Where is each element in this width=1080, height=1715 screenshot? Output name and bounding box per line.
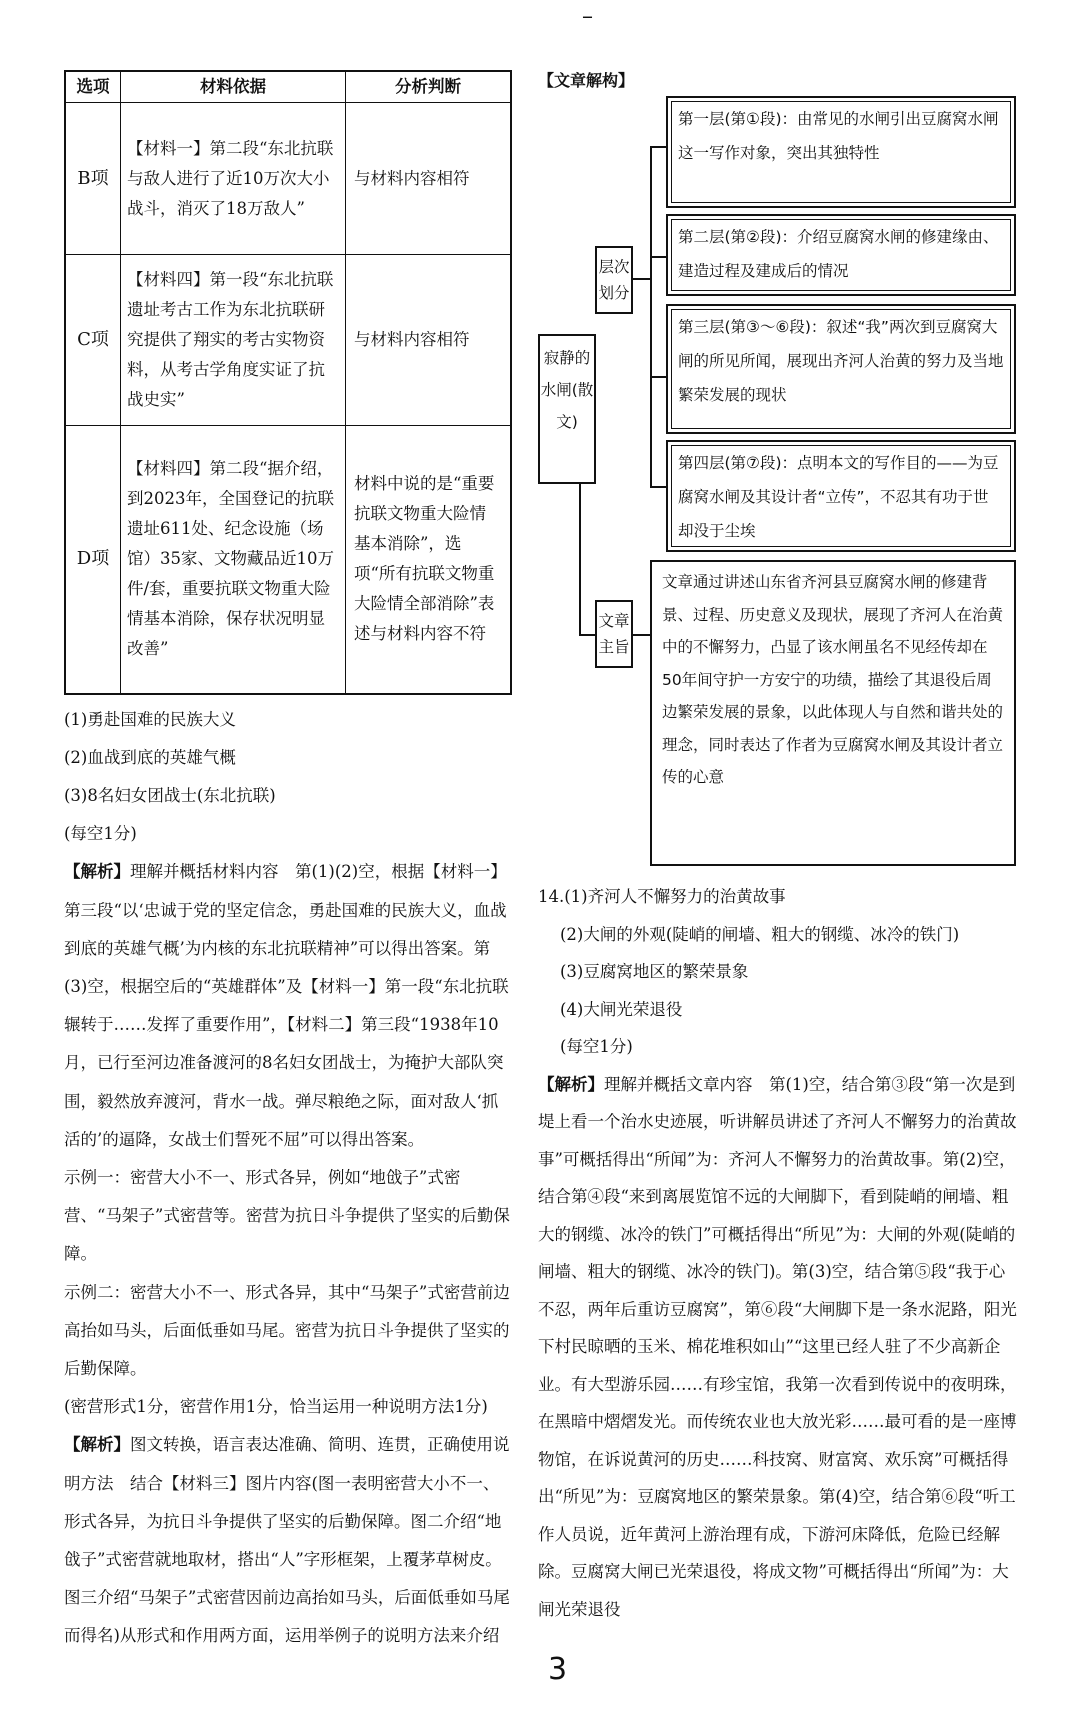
page-number: 3 bbox=[548, 1652, 568, 1687]
layer-text: 第一层(第①段)：由常见的水闸引出豆腐窝水闸这一写作对象，突出其独特性 bbox=[678, 110, 999, 162]
table-header-judgment: 分析判断 bbox=[346, 71, 512, 103]
layer-node bbox=[666, 214, 1016, 296]
table-header-option: 选项 bbox=[65, 71, 121, 103]
structure-title: 【文章解构】 bbox=[538, 71, 635, 90]
answer-line: (1)勇赴国难的民族大义 bbox=[64, 709, 236, 729]
answer-line: (3)豆腐窝地区的繁荣景象 bbox=[560, 962, 749, 981]
option-cell: B项 bbox=[65, 103, 121, 255]
theme-node bbox=[650, 560, 1016, 866]
answer-line: (4)大闸光荣退役 bbox=[560, 999, 683, 1019]
theme-text: 文章通过讲述山东省齐河县豆腐窝水闸的修建背景、过程、历史意义及现状，展现了齐河人在治黄中的不懈努力，凸显了该水闸虽名不见经传却在50年间守护一方安宁的功绩，描绘了其退役后周边繁荣发展的景象，以此体现人与自然和谐共处的理念，同时表达了作者为豆腐窝水闸及其设计者立传的心意 bbox=[662, 573, 1004, 786]
example-one: 示例一：密营大小不一、形式各异，例如“地戗子”式密营、“马架子”式密营等。密营为抗日斗争提供了坚实的后勤保障。 bbox=[64, 1167, 510, 1264]
example-two: 示例二：密营大小不一、形式各异，其中“马架子”式密营前边高抬如马头，后面低垂如马尾。密营为抗日斗争提供了坚实的后勤保障。 bbox=[64, 1282, 510, 1378]
answer-line: (3)8名妇女团战士(东北抗联) bbox=[64, 785, 276, 805]
analysis-text: 理解并概括文章内容 第(1)空，结合第③段“第一次是到堤上看一个治水史迹展，听讲解员讲述了齐河人不懈努力的治黄故事”可概括得出“所闻”为：齐河人不懈努力的治黄故事。第(2)空，结合第④段“来到离展览馆不远的大闸脚下，看到陡峭的闸墙、粗大的钢缆、冰冷的铁门”可概括得出“所见”为：大闸的外观(陡峭的闸墙、粗大的钢缆、冰冷的铁门)。第(3)空，结合第⑤段“我于心不忍，两年后重访豆腐窝”，第⑥段“大闸脚下是一条水泥路，阳光下村民晾晒的玉米、棉花堆积如山”“这里已经人驻了不少高新企业。有大型游乐园……有珍宝馆，我第一次看到传说中的夜明珠，在黑暗中熠熠发光。而传统农业也大放光彩……最可看的是一座博物馆，在诉说黄河的历史……科技窝、财富窝、欢乐窝”可概括得出“所见”为：豆腐窝地区的繁荣景象。第(4)空，结合第⑥段“听工作人员说，近年黄河上游治理有成，下游河床降低，危险已经解除。豆腐窝大闸已光荣退役，将成文物”可概括得出“所闻”为：大闸光荣退役 bbox=[538, 1074, 1017, 1619]
analysis-tag: 【解析】 bbox=[64, 1435, 130, 1455]
answer-line: (2)血战到底的英雄气概 bbox=[64, 747, 236, 767]
judgment-cell: 与材料内容相符 bbox=[346, 103, 512, 255]
judgment-cell: 材料中说的是“重要抗联文物重大险情基本消除”，选项“所有抗联文物重大险情全部消除”表述与材料内容不符 bbox=[346, 426, 512, 694]
connector-line bbox=[650, 256, 666, 258]
layer-node bbox=[666, 96, 1016, 208]
analysis-tag: 【解析】 bbox=[64, 862, 130, 882]
connector-line bbox=[650, 486, 666, 488]
analysis-tag: 【解析】 bbox=[538, 1074, 604, 1094]
table-header-basis: 材料依据 bbox=[121, 71, 346, 103]
structure-diagram bbox=[538, 96, 1018, 886]
basis-cell: 【材料四】第一段“东北抗联遗址考古工作为东北抗联研究提供了翔实的考古实物资料，从考古学角度实证了抗战史实” bbox=[121, 255, 346, 426]
left-answers bbox=[64, 701, 512, 1656]
layer-node bbox=[666, 440, 1016, 552]
connector-line bbox=[632, 634, 650, 636]
right-answers bbox=[538, 878, 1018, 1628]
table-header-row bbox=[65, 71, 511, 103]
branch-layer-node bbox=[595, 246, 633, 314]
basis-cell: 【材料四】第二段“据介绍，到2023年，全国登记的抗联遗址611处、纪念设施（场馆）35家、文物藏品近10万件/套，重要抗联文物重大险情基本消除，保存状况明显改善” bbox=[121, 426, 346, 694]
analysis-paragraph bbox=[538, 1066, 1018, 1629]
basis-cell: 【材料一】第二段“东北抗联与敌人进行了近10万次大小战斗，消灭了18万敌人” bbox=[121, 103, 346, 255]
analysis-text: 图文转换，语言表达准确、简明、连贯，正确使用说明方法 结合【材料三】图片内容(图一表明密营大小不一、形式各异，为抗日斗争提供了坚实的后勤保障。图二介绍“地戗子”式密营就地取材，搭出“人”字形框架，上覆茅草树皮。图三介绍“马架子”式密营因前边高抬如马头，后面低垂如马尾而得名)从形式和作用两方面，运用举例子的说明方法来介绍 bbox=[64, 1435, 510, 1646]
layer-text: 第四层(第⑦段)：点明本文的写作目的——为豆腐窝水闸及其设计者“立传”，不忍其有功于世却没于尘埃 bbox=[678, 454, 999, 540]
option-cell: D项 bbox=[65, 426, 121, 694]
branch-theme-label: 文章主旨 bbox=[598, 612, 630, 656]
analysis-paragraph bbox=[64, 1426, 512, 1655]
table-row bbox=[65, 426, 511, 694]
score-note: (密营形式1分，密营作用1分，恰当运用一种说明方法1分) bbox=[64, 1397, 488, 1417]
table-row bbox=[65, 103, 511, 255]
judgment-cell: 与材料内容相符 bbox=[346, 255, 512, 426]
left-column bbox=[64, 70, 512, 1656]
analysis-paragraph bbox=[64, 853, 512, 1159]
connector-line bbox=[650, 146, 652, 486]
header-dash: – bbox=[582, 4, 593, 29]
branch-layer-label: 层次划分 bbox=[598, 258, 630, 302]
root-node bbox=[538, 334, 596, 484]
right-column bbox=[538, 68, 1018, 1619]
branch-theme-node bbox=[595, 600, 633, 668]
answer-line: (2)大闸的外观(陡峭的闸墙、粗大的钢缆、冰冷的铁门) bbox=[560, 924, 960, 944]
connector-line bbox=[579, 634, 595, 636]
connector-line bbox=[650, 376, 666, 378]
options-table bbox=[64, 70, 512, 695]
score-note: (每空1分) bbox=[64, 824, 137, 844]
connector-line bbox=[650, 146, 666, 148]
layer-text: 第二层(第②段)：介绍豆腐窝水闸的修建缘由、建造过程及建成后的情况 bbox=[678, 228, 999, 280]
layer-node bbox=[666, 304, 1016, 434]
question-14: 14.(1)齐河人不懈努力的治黄故事 bbox=[538, 887, 786, 906]
root-node-label: 寂静的水闸(散文) bbox=[540, 349, 594, 431]
option-cell: C项 bbox=[65, 255, 121, 426]
score-note: (每空1分) bbox=[560, 1037, 633, 1056]
connector-line bbox=[632, 278, 652, 280]
table-row bbox=[65, 255, 511, 426]
layer-text: 第三层(第③～⑥段)：叙述“我”两次到豆腐窝大闸的所见所闻，展现出齐河人治黄的努力及当地繁荣发展的现状 bbox=[678, 318, 1004, 404]
analysis-text: 理解并概括材料内容 第(1)(2)空，根据【材料一】第三段“以‘忠诚于党的坚定信念，勇赴国难的民族大义，血战到底的英雄气概’为内核的东北抗联精神”可以得出答案。第(3)空，根据空后的“英雄群体”及【材料一】第一段“东北抗联辗转于……发挥了重要作用”，【材料二】第三段“1938年10月，已行至河边准备渡河的8名妇女团战士，为掩护大部队突围，毅然放弃渡河，背水一战。弹尽粮绝之际，面对敌人‘抓活的’的逼降，女战士们誓死不屈”可以得出答案。 bbox=[64, 862, 509, 1149]
